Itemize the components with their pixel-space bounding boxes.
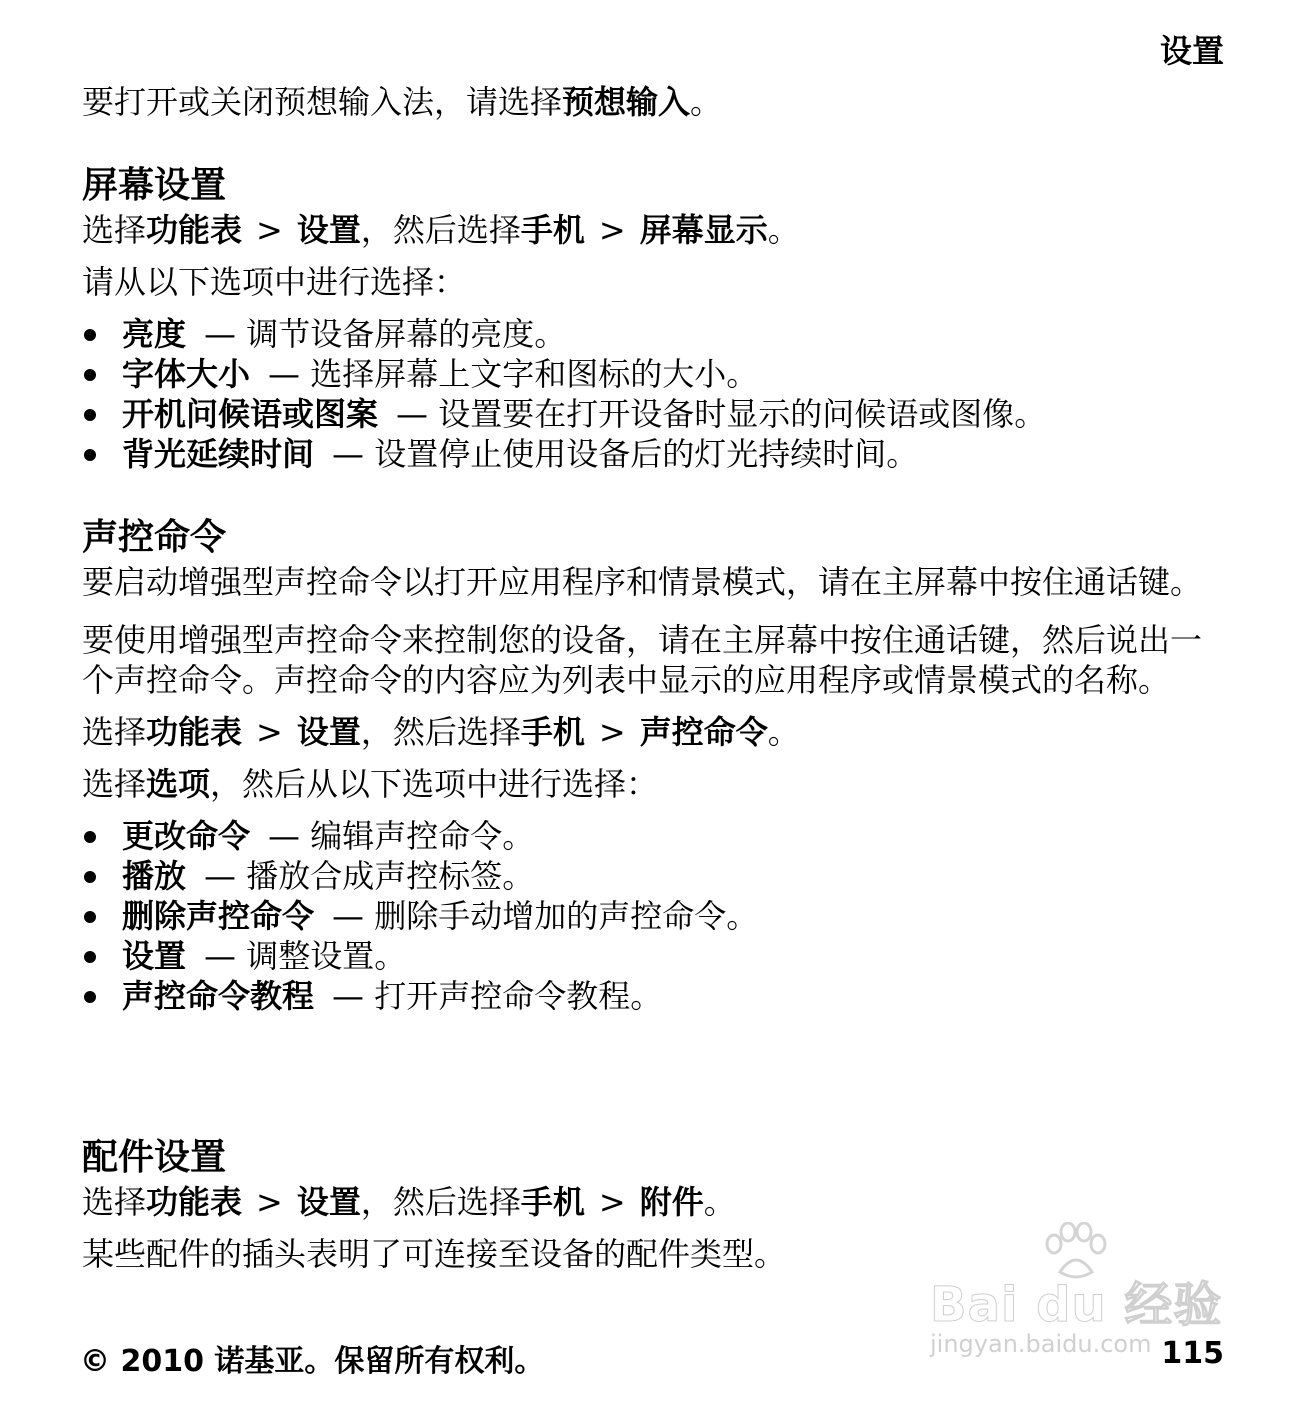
lead-text-end: ，然后从以下选项中进行选择： bbox=[210, 765, 659, 803]
path-item-menu: 功能表 bbox=[146, 713, 243, 751]
watermark-brand: Bai du 经验 bbox=[930, 1277, 1223, 1333]
intro-paragraph bbox=[82, 82, 722, 122]
path-mid: ，然后选择 bbox=[360, 211, 521, 249]
menu-path bbox=[82, 712, 1224, 752]
option-term: 亮度 bbox=[122, 315, 187, 353]
path-item-voice: 声控命令 bbox=[639, 713, 768, 751]
paragraph: 某些配件的插头表明了可连接至设备的配件类型。 bbox=[82, 1235, 787, 1273]
path-lead: 选择 bbox=[82, 713, 147, 751]
option-term: 开机问候语或图案 bbox=[122, 395, 379, 433]
watermark-url: jingyan.baidu.com bbox=[930, 1330, 1152, 1358]
lead-menu-term: 选项 bbox=[146, 765, 211, 803]
paragraph: 要使用增强型声控命令来控制您的设备，请在主屏幕中按住通话键，然后说出一个声控命令。声控命令的内容应为列表中显示的应用程序或情景模式的名称。 bbox=[82, 621, 1203, 699]
option-term: 更改命令 bbox=[122, 817, 251, 855]
section-display-settings bbox=[82, 164, 1224, 474]
path-item-settings: 设置 bbox=[296, 1183, 361, 1221]
options-list bbox=[82, 816, 1224, 1016]
path-item-settings: 设置 bbox=[296, 713, 361, 751]
option-term: 播放 bbox=[122, 857, 187, 895]
list-item bbox=[82, 936, 1224, 976]
list-item bbox=[82, 976, 1224, 1016]
lead-text: 选择 bbox=[82, 765, 147, 803]
list-item bbox=[82, 354, 1224, 394]
path-end: 。 bbox=[703, 1183, 736, 1221]
path-separator: > bbox=[598, 211, 626, 249]
option-description: — 调整设置。 bbox=[204, 937, 407, 975]
option-description: — 设置停止使用设备后的灯光持续时间。 bbox=[332, 435, 919, 473]
path-separator: > bbox=[256, 211, 283, 249]
option-term: 字体大小 bbox=[122, 355, 251, 393]
list-item bbox=[82, 816, 1224, 856]
option-description: — 删除手动增加的声控命令。 bbox=[332, 897, 759, 935]
path-separator: > bbox=[256, 713, 283, 751]
option-term: 删除声控命令 bbox=[122, 897, 315, 935]
options-lead bbox=[82, 764, 1224, 804]
menu-path bbox=[82, 210, 1224, 250]
intro-text: 要打开或关闭预想输入法，请选择 bbox=[82, 83, 563, 121]
list-item bbox=[82, 434, 1224, 474]
section-heading: 配件设置 bbox=[82, 1137, 227, 1178]
path-separator: > bbox=[256, 1183, 283, 1221]
paragraph: 要启动增强型声控命令以打开应用程序和情景模式，请在主屏幕中按住通话键。 bbox=[82, 563, 1203, 601]
path-separator: > bbox=[598, 1183, 626, 1221]
option-term: 背光延续时间 bbox=[122, 435, 315, 473]
path-item-menu: 功能表 bbox=[146, 1183, 243, 1221]
option-description: — 调节设备屏幕的亮度。 bbox=[204, 315, 567, 353]
option-term: 声控命令教程 bbox=[122, 977, 315, 1015]
option-description: — 打开声控命令教程。 bbox=[332, 977, 663, 1015]
options-list bbox=[82, 314, 1224, 474]
options-lead: 请从以下选项中进行选择： bbox=[82, 263, 467, 301]
section-voice-commands bbox=[82, 516, 1224, 1016]
list-item bbox=[82, 856, 1224, 896]
path-item-phone: 手机 bbox=[520, 211, 585, 249]
path-mid: ，然后选择 bbox=[360, 1183, 521, 1221]
path-item-menu: 功能表 bbox=[146, 211, 243, 249]
path-mid: ，然后选择 bbox=[360, 713, 521, 751]
list-item bbox=[82, 394, 1224, 434]
running-head-section-title: 设置 bbox=[1159, 32, 1224, 70]
section-heading: 屏幕设置 bbox=[82, 165, 227, 206]
footer-page-number: 115 bbox=[1161, 1336, 1224, 1371]
list-item bbox=[82, 314, 1224, 354]
option-description: — 选择屏幕上文字和图标的大小。 bbox=[268, 355, 759, 393]
intro-end: 。 bbox=[690, 83, 723, 121]
section-heading: 声控命令 bbox=[82, 517, 227, 558]
path-item-phone: 手机 bbox=[520, 713, 585, 751]
path-end: 。 bbox=[767, 713, 800, 751]
option-term: 设置 bbox=[122, 937, 187, 975]
path-lead: 选择 bbox=[82, 211, 147, 249]
intro-menu-term: 预想输入 bbox=[562, 83, 691, 121]
option-description: — 播放合成声控标签。 bbox=[204, 857, 535, 895]
path-end: 。 bbox=[767, 211, 800, 249]
path-item-display: 屏幕显示 bbox=[639, 211, 768, 249]
list-item bbox=[82, 896, 1224, 936]
section-accessory-settings bbox=[82, 1136, 1224, 1274]
path-item-phone: 手机 bbox=[520, 1183, 585, 1221]
option-description: — 设置要在打开设备时显示的问候语或图像。 bbox=[396, 395, 1047, 433]
path-item-settings: 设置 bbox=[296, 211, 361, 249]
path-lead: 选择 bbox=[82, 1183, 147, 1221]
path-separator: > bbox=[598, 713, 626, 751]
option-description: — 编辑声控命令。 bbox=[268, 817, 535, 855]
footer-copyright: © 2010 诺基亚。保留所有权利。 bbox=[80, 1344, 545, 1379]
menu-path bbox=[82, 1182, 1224, 1222]
path-item-accessories: 附件 bbox=[639, 1183, 704, 1221]
